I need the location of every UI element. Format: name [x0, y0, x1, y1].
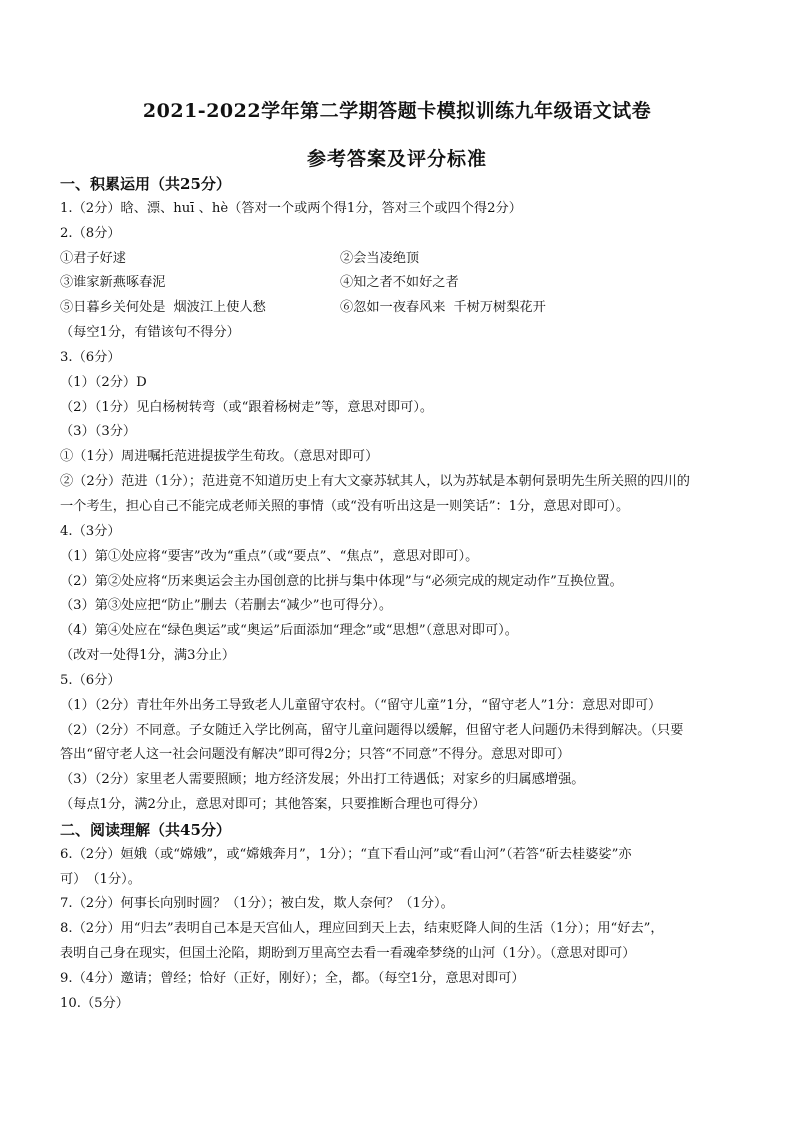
answer-line: 6.（2分）姮娥（或“嫦娥”，或“嫦娥奔月”，1分）；“直下看山河”或“看山河”（若答“斫去桂婆娑”亦: [60, 846, 632, 862]
answer-item: ②会当凌绝顶: [340, 250, 420, 266]
answer-item: [60, 296, 340, 321]
answer-line: 8.（2分）用“归去”表明自己本是天宫仙人，理应回到天上去，结束贬降人间的生活（1分）；用“好去”，: [60, 921, 664, 937]
answer-line: 7.（2分）何事长向别时圆？（1分）；被白发，欺人奈何？（1分）。: [60, 896, 454, 912]
answer-line: （3）第③处应把“防止”删去（若删去“减少”也可得分）。: [60, 598, 393, 614]
answer-line: 2.（8分）: [60, 225, 121, 241]
answer-line: （改对一处得1分，满3分止）: [60, 648, 236, 664]
answer-pair: [60, 271, 750, 296]
answer-pair: [60, 247, 750, 272]
answer-item: ③谁家新燕啄春泥: [60, 275, 166, 291]
answer-body: [60, 172, 750, 1017]
answer-line: （2）第②处应将“历来奥运会主办国创意的比拼与集中体现”与“必须完成的规定动作”互换位置。: [60, 573, 623, 589]
answer-line: （2）（1分）见白杨树转弯（或“跟着杨树走”等，意思对即可）。: [60, 399, 434, 415]
answer-line: （3）（2分）家里老人需要照顾；地方经济发展；外出打工待遇低；对家乡的归属感增强。: [60, 772, 585, 788]
answer-prompt: ⑤日暮乡关何处是: [60, 300, 166, 316]
answer-line: （1）（2分）D: [60, 374, 147, 390]
answer-line: 5.（6分）: [60, 672, 121, 688]
answer-line: 可） （1分）。: [60, 871, 141, 887]
answer-item: [340, 296, 546, 321]
answer-line: （2）（2分）不同意。子女随迁入学比例高，留守儿童问题得以缓解，但留守老人问题仍未得到解决。（只要: [60, 722, 684, 738]
answer-line: 答出“留守老人这一社会问题没有解决”即可得2分；只答“不同意”不得分。意思对即可）: [60, 747, 571, 763]
answer-item: ④知之者不如好之者: [340, 275, 459, 291]
answer-line: 10.（5分）: [60, 995, 129, 1011]
answer-fill: 烟波江上使人愁: [173, 300, 266, 316]
answer-line: 9.（4分）邀请；曾经；恰好（正好，刚好）；全，都。（每空1分，意思对即可）: [60, 971, 525, 986]
section-heading: 二、阅读理解（共45分）: [60, 820, 231, 839]
answer-line: （3）（3分）: [60, 424, 137, 440]
section-heading: 一、积累运用（共25分）: [60, 175, 231, 193]
answer-pair: [60, 296, 750, 321]
answer-line: ①（1分）周进嘱托范进提拔学生荀玫。（意思对即可）: [60, 449, 379, 465]
answer-line: 3.（6分）: [60, 349, 121, 365]
answer-line: 表明自己身在现实，但国土沦陷，期盼到万里高空去看一看魂牵梦绕的山河（1分）。（意思对即可）: [60, 946, 636, 962]
answer-fill: 千树万树梨花开: [453, 300, 546, 316]
answer-line: 1.（2分）晗、漂、huī 、hè（答对一个或两个得1分，答对三个或四个得2分）: [60, 200, 522, 216]
answer-line: （每点1分，满2分止，意思对即可；其他答案，只要推断合理也可得分）: [60, 797, 486, 813]
exam-title: 2021-2022学年第二学期答题卡模拟训练九年级语文试卷: [142, 100, 652, 122]
answer-line: （1）第①处应将“要害”改为“重点”（或“要点”、“焦点”，意思对即可）。: [60, 548, 479, 564]
answer-line: （1）（2分）青壮年外出务工导致老人儿童留守农村。（“留守儿童”1分，“留守老人”1分：意思对即可）: [60, 697, 662, 713]
answer-prompt: ⑥忽如一夜春风来: [340, 300, 446, 316]
answer-line: 一个考生，担心自己不能完成老师关照的事情（或“没有听出这是一则笑话”：1分，意思对即可）。: [60, 498, 630, 514]
answer-line: （4）第④处应在“绿色奥运”或“奥运”后面添加“理念”或“思想”（意思对即可）。: [60, 623, 518, 639]
answer-item: ①君子好逑: [60, 250, 126, 266]
answer-line: ②（2分）范进（1分）；范进竟不知道历史上有大文豪苏轼其人，以为苏轼是本朝何景明先生所关照的四川的: [60, 474, 690, 490]
answer-line: （每空1分，有错该句不得分）: [60, 325, 240, 341]
exam-subtitle: 参考答案及评分标准: [306, 148, 487, 170]
answer-line: 4.（3分）: [60, 523, 121, 539]
